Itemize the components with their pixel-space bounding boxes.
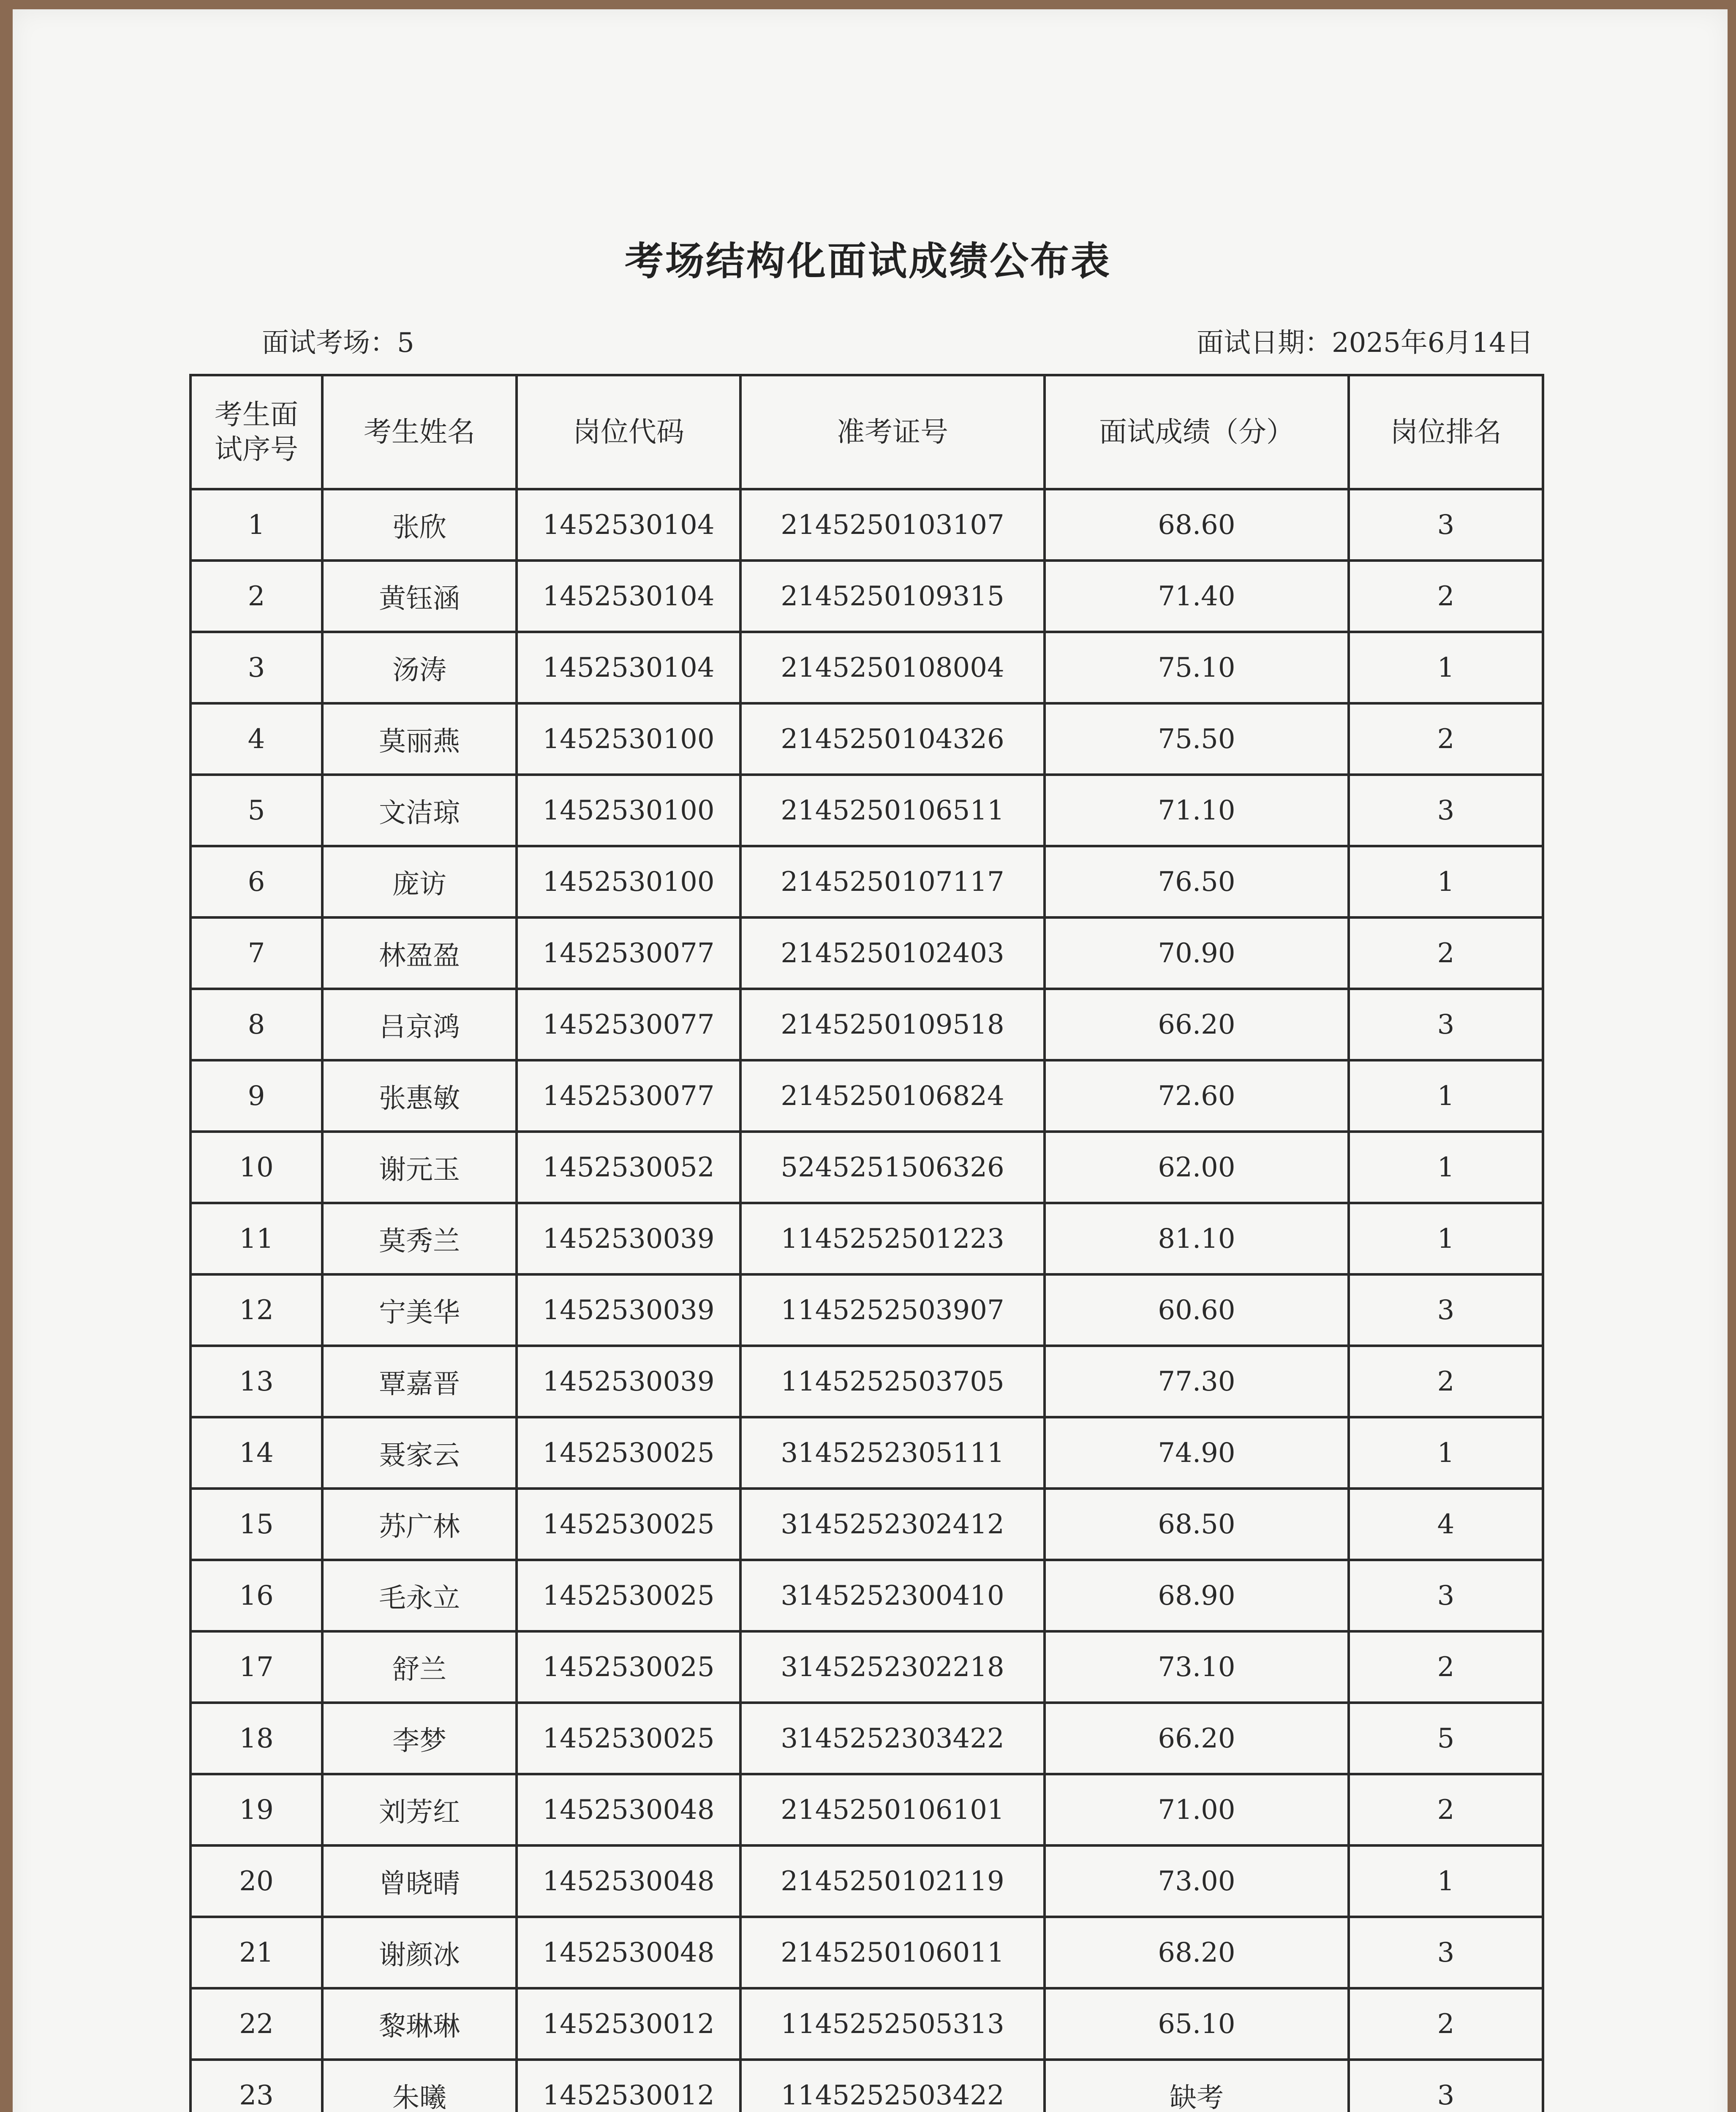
cell-name: 吕京鸿 (322, 989, 517, 1060)
cell-rank: 2 (1349, 703, 1543, 775)
cell-seq: 19 (190, 1774, 322, 1845)
cell-seq: 8 (190, 989, 322, 1060)
cell-ticket-no: 2145250109518 (740, 989, 1045, 1060)
cell-post-code: 1452530048 (517, 1774, 740, 1845)
table-row (190, 489, 1543, 561)
cell-seq: 7 (190, 917, 322, 989)
col-header-name: 考生姓名 (322, 375, 517, 489)
cell-rank: 3 (1349, 775, 1543, 846)
cell-name: 曾晓晴 (322, 1845, 517, 1917)
cell-post-code: 1452530077 (517, 989, 740, 1060)
cell-name: 莫丽燕 (322, 703, 517, 775)
cell-rank: 3 (1349, 1274, 1543, 1346)
cell-post-code: 1452530052 (517, 1132, 740, 1203)
cell-rank: 1 (1349, 632, 1543, 703)
cell-ticket-no: 3145252302412 (740, 1489, 1045, 1560)
table-row (190, 1203, 1543, 1274)
col-header-score: 面试成绩（分） (1045, 375, 1349, 489)
cell-score: 71.10 (1045, 775, 1349, 846)
cell-ticket-no: 2145250104326 (740, 703, 1045, 775)
cell-seq: 2 (190, 561, 322, 632)
cell-name: 聂家云 (322, 1417, 517, 1489)
cell-name: 苏广林 (322, 1489, 517, 1560)
cell-name: 刘芳红 (322, 1774, 517, 1845)
cell-rank: 2 (1349, 1774, 1543, 1845)
grades-table (189, 374, 1544, 2112)
cell-seq: 13 (190, 1346, 322, 1417)
cell-seq: 18 (190, 1703, 322, 1774)
cell-post-code: 1452530048 (517, 1917, 740, 1988)
cell-post-code: 1452530104 (517, 561, 740, 632)
cell-rank: 3 (1349, 989, 1543, 1060)
cell-rank: 1 (1349, 1132, 1543, 1203)
cell-rank: 2 (1349, 561, 1543, 632)
cell-rank: 3 (1349, 1560, 1543, 1631)
exam-date-label: 面试日期：2025年6月14日 (1196, 327, 1533, 359)
cell-seq: 14 (190, 1417, 322, 1489)
table-row (190, 1560, 1543, 1631)
cell-post-code: 1452530039 (517, 1346, 740, 1417)
table-row (190, 561, 1543, 632)
cell-seq: 6 (190, 846, 322, 917)
table-row (190, 1917, 1543, 1988)
cell-ticket-no: 2145250108004 (740, 632, 1045, 703)
cell-post-code: 1452530025 (517, 1703, 740, 1774)
cell-ticket-no: 2145250102403 (740, 917, 1045, 989)
cell-score: 75.50 (1045, 703, 1349, 775)
cell-rank: 3 (1349, 2060, 1543, 2112)
table-row (190, 1703, 1543, 1774)
cell-post-code: 1452530025 (517, 1560, 740, 1631)
cell-rank: 3 (1349, 489, 1543, 561)
cell-score: 68.20 (1045, 1917, 1349, 1988)
cell-seq: 3 (190, 632, 322, 703)
cell-seq: 9 (190, 1060, 322, 1132)
cell-ticket-no: 2145250102119 (740, 1845, 1045, 1917)
cell-name: 谢元玉 (322, 1132, 517, 1203)
cell-ticket-no: 2145250106011 (740, 1917, 1045, 1988)
cell-post-code: 1452530100 (517, 703, 740, 775)
cell-score: 68.90 (1045, 1560, 1349, 1631)
cell-score: 68.60 (1045, 489, 1349, 561)
cell-post-code: 1452530104 (517, 632, 740, 703)
cell-score: 76.50 (1045, 846, 1349, 917)
cell-score: 缺考 (1045, 2060, 1349, 2112)
cell-ticket-no: 1145252505313 (740, 1988, 1045, 2060)
col-header-ticket-no: 准考证号 (740, 375, 1045, 489)
table-row (190, 1346, 1543, 1417)
cell-name: 汤涛 (322, 632, 517, 703)
cell-post-code: 1452530012 (517, 2060, 740, 2112)
cell-post-code: 1452530025 (517, 1417, 740, 1489)
cell-post-code: 1452530100 (517, 775, 740, 846)
col-header-seq: 考生面试序号 (190, 375, 322, 489)
cell-score: 75.10 (1045, 632, 1349, 703)
table-row (190, 917, 1543, 989)
table-row (190, 846, 1543, 917)
col-header-rank: 岗位排名 (1349, 375, 1543, 489)
cell-post-code: 1452530025 (517, 1631, 740, 1703)
table-row (190, 1060, 1543, 1132)
cell-ticket-no: 1145252503705 (740, 1346, 1045, 1417)
cell-name: 舒兰 (322, 1631, 517, 1703)
cell-score: 71.00 (1045, 1774, 1349, 1845)
table-row (190, 2060, 1543, 2112)
cell-name: 庞访 (322, 846, 517, 917)
cell-seq: 10 (190, 1132, 322, 1203)
cell-ticket-no: 2145250109315 (740, 561, 1045, 632)
cell-seq: 4 (190, 703, 322, 775)
table-row (190, 989, 1543, 1060)
cell-score: 73.10 (1045, 1631, 1349, 1703)
cell-ticket-no: 2145250106101 (740, 1774, 1045, 1845)
cell-seq: 11 (190, 1203, 322, 1274)
cell-name: 李梦 (322, 1703, 517, 1774)
exam-room-label: 面试考场：5 (262, 327, 414, 359)
cell-seq: 23 (190, 2060, 322, 2112)
cell-rank: 4 (1349, 1489, 1543, 1560)
cell-seq: 12 (190, 1274, 322, 1346)
header-row (190, 375, 1543, 489)
cell-name: 朱曦 (322, 2060, 517, 2112)
cell-rank: 2 (1349, 1631, 1543, 1703)
cell-rank: 2 (1349, 917, 1543, 989)
cell-ticket-no: 5245251506326 (740, 1132, 1045, 1203)
cell-score: 77.30 (1045, 1346, 1349, 1417)
cell-ticket-no: 1145252501223 (740, 1203, 1045, 1274)
table-row (190, 1489, 1543, 1560)
table-row (190, 1774, 1543, 1845)
cell-seq: 22 (190, 1988, 322, 2060)
table-row (190, 1631, 1543, 1703)
col-header-post-code: 岗位代码 (517, 375, 740, 489)
table-row (190, 1274, 1543, 1346)
cell-name: 黎琳琳 (322, 1988, 517, 2060)
cell-ticket-no: 3145252302218 (740, 1631, 1045, 1703)
cell-name: 黄钰涵 (322, 561, 517, 632)
cell-name: 张欣 (322, 489, 517, 561)
cell-name: 林盈盈 (322, 917, 517, 989)
cell-name: 张惠敏 (322, 1060, 517, 1132)
cell-name: 宁美华 (322, 1274, 517, 1346)
cell-score: 70.90 (1045, 917, 1349, 989)
cell-rank: 2 (1349, 1988, 1543, 2060)
cell-name: 莫秀兰 (322, 1203, 517, 1274)
cell-post-code: 1452530104 (517, 489, 740, 561)
cell-seq: 15 (190, 1489, 322, 1560)
table-row (190, 632, 1543, 703)
cell-name: 覃嘉晋 (322, 1346, 517, 1417)
cell-score: 62.00 (1045, 1132, 1349, 1203)
cell-seq: 20 (190, 1845, 322, 1917)
cell-seq: 5 (190, 775, 322, 846)
cell-post-code: 1452530039 (517, 1203, 740, 1274)
cell-rank: 1 (1349, 1203, 1543, 1274)
cell-seq: 17 (190, 1631, 322, 1703)
document-title: 考场结构化面试成绩公布表 (624, 238, 1111, 284)
cell-ticket-no: 1145252503422 (740, 2060, 1045, 2112)
cell-rank: 1 (1349, 1845, 1543, 1917)
cell-score: 60.60 (1045, 1274, 1349, 1346)
cell-ticket-no: 3145252305111 (740, 1417, 1045, 1489)
cell-score: 81.10 (1045, 1203, 1349, 1274)
cell-score: 72.60 (1045, 1060, 1349, 1132)
cell-name: 文洁琼 (322, 775, 517, 846)
cell-rank: 3 (1349, 1917, 1543, 1988)
cell-rank: 1 (1349, 846, 1543, 917)
cell-score: 66.20 (1045, 989, 1349, 1060)
cell-post-code: 1452530039 (517, 1274, 740, 1346)
cell-rank: 5 (1349, 1703, 1543, 1774)
cell-score: 66.20 (1045, 1703, 1349, 1774)
cell-score: 71.40 (1045, 561, 1349, 632)
cell-ticket-no: 2145250106511 (740, 775, 1045, 846)
cell-rank: 1 (1349, 1417, 1543, 1489)
cell-seq: 1 (190, 489, 322, 561)
cell-ticket-no: 1145252503907 (740, 1274, 1045, 1346)
cell-ticket-no: 2145250107117 (740, 846, 1045, 917)
cell-post-code: 1452530048 (517, 1845, 740, 1917)
table-row (190, 1132, 1543, 1203)
cell-post-code: 1452530012 (517, 1988, 740, 2060)
cell-post-code: 1452530025 (517, 1489, 740, 1560)
cell-ticket-no: 2145250106824 (740, 1060, 1045, 1132)
cell-score: 68.50 (1045, 1489, 1349, 1560)
cell-ticket-no: 2145250103107 (740, 489, 1045, 561)
table-row (190, 1417, 1543, 1489)
cell-score: 73.00 (1045, 1845, 1349, 1917)
table-row (190, 1988, 1543, 2060)
cell-rank: 1 (1349, 1060, 1543, 1132)
table-body (190, 489, 1543, 2112)
cell-post-code: 1452530077 (517, 1060, 740, 1132)
cell-score: 65.10 (1045, 1988, 1349, 2060)
table-row (190, 775, 1543, 846)
cell-post-code: 1452530077 (517, 917, 740, 989)
table-row (190, 1845, 1543, 1917)
cell-rank: 2 (1349, 1346, 1543, 1417)
cell-seq: 16 (190, 1560, 322, 1631)
cell-ticket-no: 3145252303422 (740, 1703, 1045, 1774)
cell-score: 74.90 (1045, 1417, 1349, 1489)
cell-name: 谢颜冰 (322, 1917, 517, 1988)
cell-post-code: 1452530100 (517, 846, 740, 917)
cell-name: 毛永立 (322, 1560, 517, 1631)
cell-seq: 21 (190, 1917, 322, 1988)
cell-ticket-no: 3145252300410 (740, 1560, 1045, 1631)
table-row (190, 703, 1543, 775)
